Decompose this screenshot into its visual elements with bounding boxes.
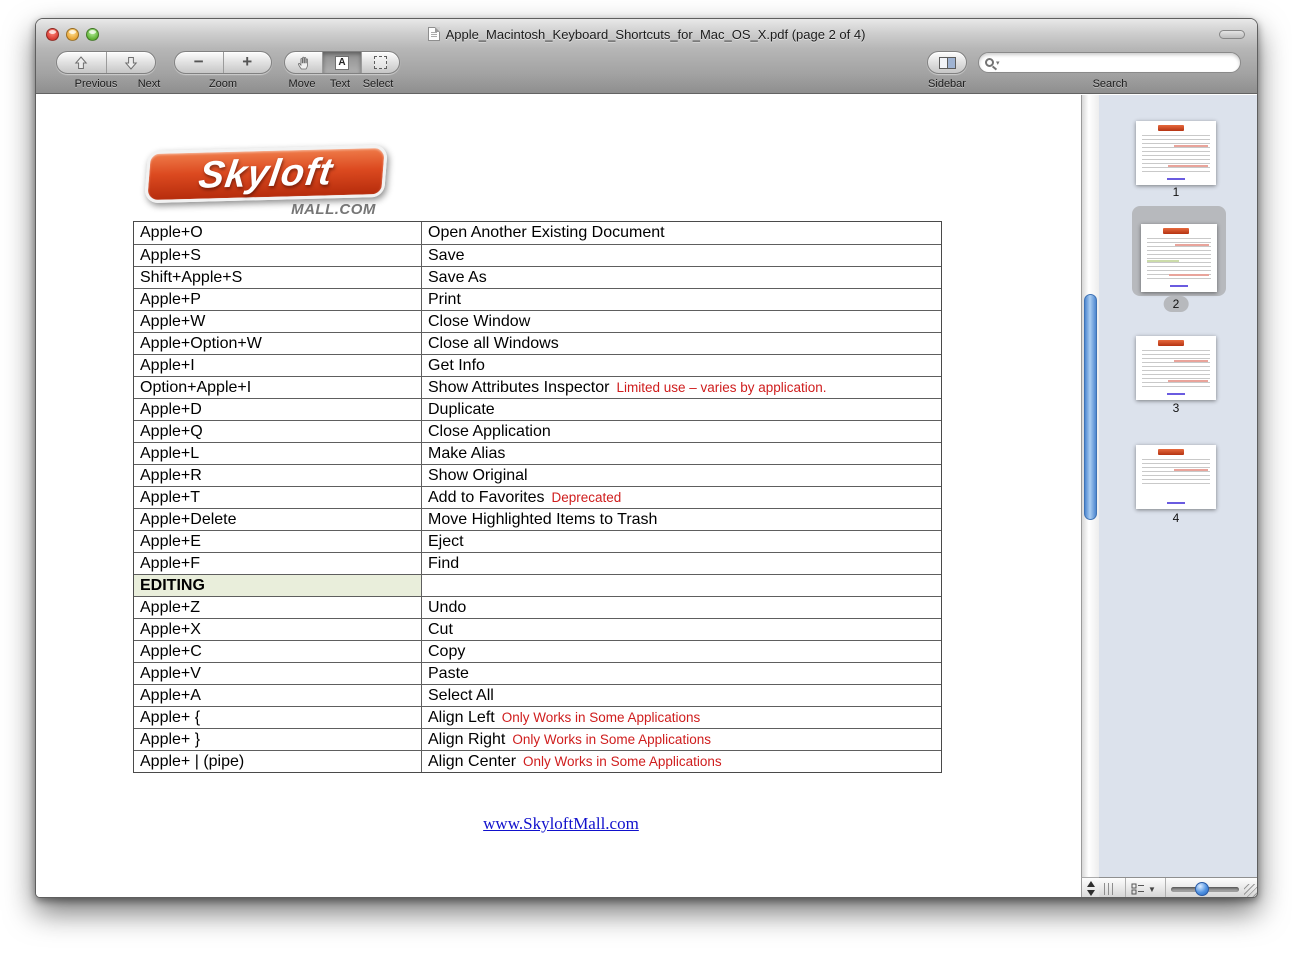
table-row: Shift+Apple+S Save As xyxy=(134,266,941,288)
text-tool-button[interactable] xyxy=(322,52,360,73)
skyloftmall-link[interactable]: www.SkyloftMall.com xyxy=(483,814,639,833)
page-thumbnail-1[interactable] xyxy=(1136,121,1216,185)
tool-mode-group xyxy=(284,51,400,74)
table-row: Apple+F Find xyxy=(134,552,941,574)
window-resize-grip[interactable] xyxy=(1244,884,1257,897)
titlebar[interactable] xyxy=(36,19,1257,49)
window-title: Apple_Macintosh_Keyboard_Shortcuts_for_Mac_OS_X.pdf (page 2 of 4) xyxy=(445,26,866,42)
table-row: Apple+C Copy xyxy=(134,640,941,662)
table-row: Apple+P Print xyxy=(134,288,941,310)
table-row: Apple+R Show Original xyxy=(134,464,941,486)
slider-knob[interactable] xyxy=(1195,882,1209,896)
table-row: Option+Apple+I Show Attributes Inspector Limited use – varies by application. xyxy=(134,376,941,398)
logo-domain-text: MALL.COM xyxy=(291,201,376,218)
window-title-area xyxy=(36,19,1257,49)
table-row: Apple+W Close Window xyxy=(134,310,941,332)
table-row: Apple+X Cut xyxy=(134,618,941,640)
zoom-out-button[interactable] xyxy=(175,52,223,73)
select-tool-button[interactable] xyxy=(361,52,399,73)
table-row: Apple+E Eject xyxy=(134,530,941,552)
sidebar-bottom-bar xyxy=(1099,877,1258,898)
table-row: Apple+ } Align Right Only Works in Some Applications xyxy=(134,728,941,750)
table-row: Apple+Delete Move Highlighted Items to Trash xyxy=(134,508,941,530)
table-row: Apple+I Get Info xyxy=(134,354,941,376)
scrollbar-arrows xyxy=(1081,877,1099,898)
page-number-2: 2 xyxy=(1164,296,1189,312)
dropdown-caret-icon: ▼ xyxy=(1148,884,1156,894)
table-section-row: EDITING xyxy=(134,574,941,596)
toolbar xyxy=(36,49,1257,94)
zoom-label: Zoom xyxy=(208,78,238,90)
sidebar-label: Sidebar xyxy=(928,78,966,90)
drag-handle-icon[interactable] xyxy=(1104,883,1113,895)
row-note: Only Works in Some Applications xyxy=(523,754,722,769)
move-label: Move xyxy=(288,78,316,90)
thumbnail-logo xyxy=(1163,228,1189,234)
table-row: Apple+S Save xyxy=(134,244,941,266)
scroll-up-arrow[interactable] xyxy=(1087,881,1095,887)
thumbnail-size-slider[interactable] xyxy=(1171,887,1239,892)
page-thumbnail-3[interactable] xyxy=(1136,336,1216,400)
pdf-page xyxy=(36,95,1081,898)
vertical-scrollbar[interactable] xyxy=(1081,95,1099,877)
select-label: Select xyxy=(362,78,394,90)
page-thumbnail-4[interactable] xyxy=(1136,445,1216,509)
search-menu-caret-icon[interactable]: ▾ xyxy=(996,59,1000,67)
row-note: Only Works in Some Applications xyxy=(501,710,701,725)
move-tool-button[interactable] xyxy=(285,52,322,73)
arrow-down-icon xyxy=(123,55,139,71)
hand-icon xyxy=(296,55,312,71)
thumbnail-logo xyxy=(1158,340,1184,346)
thumbnail-view-options-button[interactable] xyxy=(1131,881,1159,897)
selection-marquee-icon xyxy=(374,56,387,69)
text-tool-icon: A xyxy=(335,56,349,70)
content-area xyxy=(36,95,1257,898)
table-row: Apple+T Add to Favorites Deprecated xyxy=(134,486,941,508)
zoom-group xyxy=(174,51,272,74)
table-row: Apple+Z Undo xyxy=(134,596,941,618)
toolbar-toggle-button[interactable] xyxy=(1219,30,1245,39)
preview-window xyxy=(35,18,1258,898)
shortcut-table xyxy=(133,221,942,773)
thumbnail-logo xyxy=(1158,125,1184,131)
previous-page-button[interactable] xyxy=(57,52,106,73)
table-row: Apple+O Open Another Existing Document xyxy=(134,222,941,244)
page-nav-group xyxy=(56,51,156,74)
arrow-up-icon xyxy=(73,55,89,71)
table-row: Apple+V Paste xyxy=(134,662,941,684)
table-row: Apple+L Make Alias xyxy=(134,442,941,464)
scroll-down-arrow[interactable] xyxy=(1087,890,1095,896)
sidebar-button[interactable] xyxy=(927,51,967,74)
next-page-button[interactable] xyxy=(106,52,156,73)
zoom-in-button[interactable] xyxy=(223,52,272,73)
plus-icon: + xyxy=(242,52,253,71)
thumbnail-logo xyxy=(1158,449,1184,455)
text-label: Text xyxy=(329,78,351,90)
table-row: Apple+D Duplicate xyxy=(134,398,941,420)
search-icon xyxy=(985,58,994,67)
skyloft-logo xyxy=(144,145,388,203)
page-number-4: 4 xyxy=(1172,511,1180,525)
table-row: Apple+ { Align Left Only Works in Some Applications xyxy=(134,706,941,728)
next-label: Next xyxy=(137,78,161,90)
table-row: Apple+A Select All xyxy=(134,684,941,706)
row-note: Only Works in Some Applications xyxy=(512,732,711,747)
thumbnail-sidebar xyxy=(1099,95,1258,877)
scrollbar-thumb[interactable] xyxy=(1084,294,1097,520)
search-field[interactable] xyxy=(978,52,1241,73)
logo-brand-text: Skyloft xyxy=(196,150,337,197)
page-number-1: 1 xyxy=(1172,185,1180,199)
document-proxy-icon[interactable] xyxy=(428,27,440,41)
page-thumbnail-2[interactable] xyxy=(1141,224,1217,292)
page-number-3: 3 xyxy=(1172,401,1180,415)
previous-label: Previous xyxy=(74,78,118,90)
table-row: Apple+Option+W Close all Windows xyxy=(134,332,941,354)
table-row: Apple+Q Close Application xyxy=(134,420,941,442)
list-view-icon xyxy=(1131,883,1145,895)
table-row: Apple+ | (pipe) Align Center Only Works in Some Applications xyxy=(134,750,941,772)
row-note: Deprecated xyxy=(551,490,622,505)
search-label: Search xyxy=(1092,78,1128,90)
row-note: Limited use – varies by application. xyxy=(616,380,827,395)
minus-icon: − xyxy=(193,52,204,71)
search-input[interactable] xyxy=(1002,53,1240,72)
sidebar-icon xyxy=(939,57,956,69)
